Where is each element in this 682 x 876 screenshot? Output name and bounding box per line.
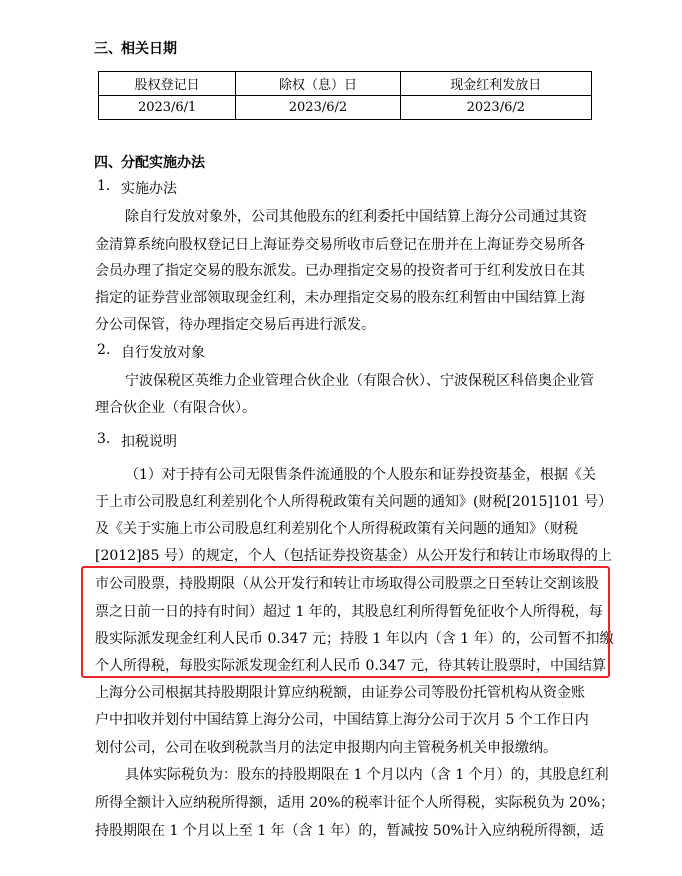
paragraph-line: 指定的证券营业部领取现金红利，未办理指定交易的股东红利暂由中国结算上海 <box>95 290 585 306</box>
paragraph-line: 上海分公司根据其持股期限计算应纳税额，由证券公司等股份托管机构从资金账 <box>95 685 585 701</box>
section-3-number: 三、 <box>94 41 122 57</box>
highlight-box <box>81 566 610 678</box>
section-3-title: 相关日期 <box>121 41 177 57</box>
paragraph-line: 理合伙企业（有限合伙）。 <box>95 400 256 416</box>
paragraph-line: 所得全额计入应纳税所得额，适用 20%的税率计征个人所得税，实际税负为 20%； <box>95 795 615 811</box>
paragraph-line: [2012]85 号）的规定，个人（包括证券投资基金）从公开发行和转让市场取得的上 <box>95 548 612 564</box>
table-row <box>99 96 592 120</box>
table-header-cell: 除权（息）日 <box>236 72 400 96</box>
section-4-title: 分配实施办法 <box>121 155 205 171</box>
dates-table <box>98 71 592 120</box>
paragraph-line: 会员办理了指定交易的股东派发。已办理指定交易的投资者可于红利发放日在其 <box>95 263 585 279</box>
paragraph-line: 持股期限在 1 个月以上至 1 年（含 1 年）的，暂减按 50%计入应纳税所得额，适 <box>95 823 604 839</box>
paragraph-line: 个人所得税，每股实际派发现金红利人民币 0.347 元，待其转让股票时，中国结算 <box>95 658 606 674</box>
item-1-number: 1. <box>97 178 111 194</box>
paragraph-line: 分公司保管，待办理指定交易后再进行派发。 <box>95 317 375 333</box>
table-header-row <box>99 72 592 96</box>
paragraph-line: 户中扣收并划付中国结算上海分公司，中国结算上海分公司于次月 5 个工作日内 <box>95 712 589 728</box>
table-cell: 2023/6/2 <box>236 96 400 120</box>
paragraph-line: 除自行发放对象外，公司其他股东的红利委托中国结算上海分公司通过其资 <box>125 209 587 225</box>
item-2-title: 自行发放对象 <box>121 345 205 361</box>
table-cell: 2023/6/2 <box>400 96 591 120</box>
table-header-cell: 现金红利发放日 <box>400 72 591 96</box>
paragraph-line: 宁波保税区英维力企业管理合伙企业（有限合伙）、宁波保税区科倍奥企业管 <box>125 373 594 389</box>
section-4-number: 四、 <box>94 155 122 171</box>
paragraph-line: 市公司股票，持股期限（从公开发行和转让市场取得公司股票之日至转让交割该股 <box>95 576 599 592</box>
item-2-number: 2. <box>97 342 111 358</box>
item-3-number: 3. <box>97 431 111 447</box>
item-1-title: 实施办法 <box>121 181 177 197</box>
paragraph-line: 金清算系统向股权登记日上海证券交易所收市后登记在册并在上海证券交易所各 <box>95 237 585 253</box>
paragraph-line: （1）对于持有公司无限售条件流通股的个人股东和证券投资基金，根据《关 <box>125 467 596 483</box>
paragraph-line: 票之日前一日的持有时间）超过 1 年的，其股息红利所得暂免征收个人所得税，每 <box>95 604 603 620</box>
table-header-cell: 股权登记日 <box>99 72 236 96</box>
paragraph-line: 划付公司，公司在收到税款当月的法定申报期内向主管税务机关申报缴纳。 <box>95 740 557 756</box>
item-3-title: 扣税说明 <box>121 434 177 450</box>
paragraph-line: 及《关于实施上市公司股息红利差别化个人所得税政策有关问题的通知》（财税 <box>95 521 578 537</box>
paragraph-line: 股实际派发现金红利人民币 0.347 元；持股 1 年以内（含 1 年）的，公司暂不扣缴 <box>95 631 614 647</box>
paragraph-line: 具体实际税负为：股东的持股期限在 1 个月以内（含 1 个月）的，其股息红利 <box>125 767 609 783</box>
paragraph-line: 于上市公司股息红利差别化个人所得税政策有关问题的通知》(财税[2015]101 号） <box>95 494 613 510</box>
table-cell: 2023/6/1 <box>99 96 236 120</box>
